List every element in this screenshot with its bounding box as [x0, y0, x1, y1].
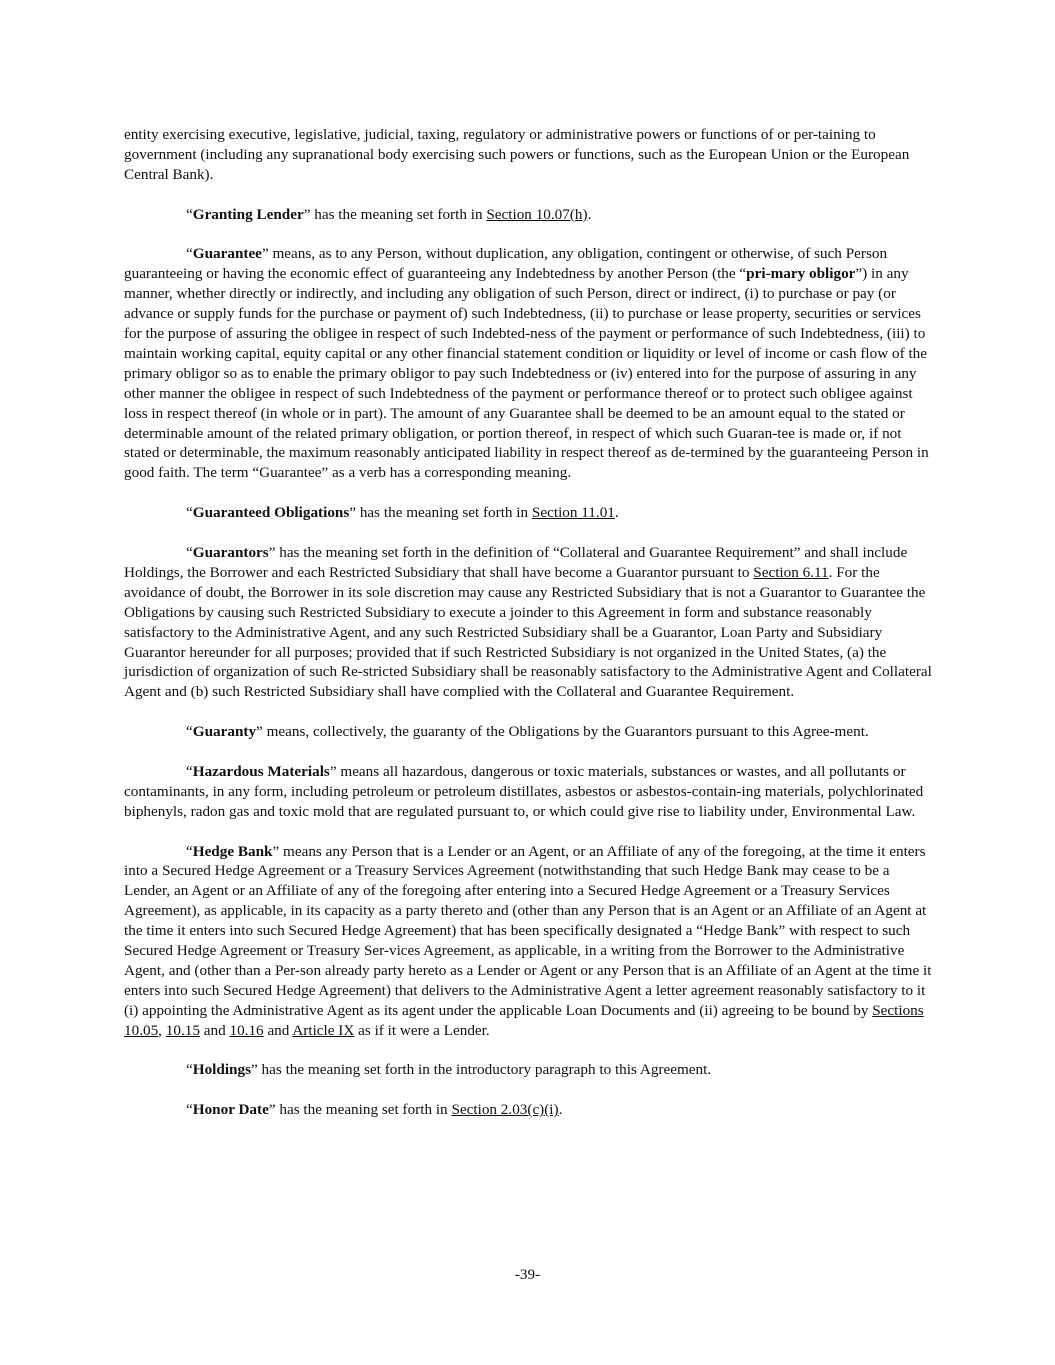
definition-text: ” means, as to any Person, without duplication, any obligation, contingent or otherwise, of such Person guaranteeing or having the economic effect of guaranteeing any Indebtedness by another Person (the “ — [124, 245, 888, 283]
definition-honor-date — [124, 1100, 932, 1120]
definition-text: . For the avoidance of doubt, the Borrower in its sole discretion may cause any Restricted Subsidiary that is not a Guarantor to Guarantee the Obligations by causing such Restricted Subsidiary to execute a joinder to this Agreement in form and substance reasonably satisfactory to the Administrative Agent, and any such Restricted Subsidiary shall be a Guarantor, Loan Party and Subsidiary Guarantor hereunder for all purposes; provided that if such Restricted Subsidiary is not organized in the United States, (a) the jurisdiction of organization of such Re-stricted Subsidiary shall be reasonably satisfactory to the Administrative Agent and Collateral Agent and (b) such Restricted Subsidiary shall have complied with the Collateral and Guarantee Requirement. — [124, 563, 932, 701]
separator: and — [199, 1021, 230, 1039]
definition-holdings — [124, 1060, 932, 1080]
definition-text: ” means any Person that is a Lender or an Agent, or an Affiliate of any of the foregoing, at the time it enters into a Secured Hedge Agreement or a Treasury Services Agreement (notwithstanding that such Hedge Bank may cease to be a Lender, an Agent or an Affiliate of any of the foregoing after entering into a Secured Hedge Agreement or a Treasury Services Agreement), as applicable, in its capacity as a party thereto and (other than any Person that is an Agent or an Affiliate of an Agent at the time it enters into such Secured Hedge Agreement) that has been specifically designated a “Hedge Bank” with respect to such Secured Hedge Agreement or Treasury Ser-vices Agreement, as applicable, in a writing from the Borrower to the Administrative Agent, and (other than a Per-son already party hereto as a Lender or Agent or any Person that is an Affiliate of an Agent at the time it enters into such Secured Hedge Agreement) that delivers to the Administrative Agent a letter agreement reasonably satisfactory to it (i) appointing the Administrative Agent as its agent under the applicable Loan Documents and (ii) agreeing to be bound by — [124, 842, 932, 1019]
definition-text: ” means, collectively, the guaranty of the Obligations by the Guarantors pursuant to this Agree-ment. — [256, 723, 869, 741]
definition-text: ” has the meaning set forth in the introductory paragraph to this Agreement. — [251, 1061, 712, 1079]
definition-text: ” means all hazardous, dangerous or toxic materials, substances or wastes, and all pollutants or contaminants, in any form, including petroleum or petroleum distillates, asbestos or asbestos-contain-ing materials, polychlorinated biphenyls, radon gas and toxic mold that are regulated pursuant to, or which could give rise to liability under, Environmental Law. — [124, 762, 924, 820]
defined-term: Honor Date — [192, 1101, 269, 1119]
definition-text: ” has the meaning set forth in — [303, 205, 487, 223]
definition-end: . — [614, 504, 619, 522]
definition-hedge-bank — [124, 842, 932, 1041]
separator: , — [158, 1021, 166, 1039]
defined-term: Guarantee — [192, 245, 262, 263]
definition-granting-lender — [124, 205, 932, 225]
definition-hazardous-materials — [124, 762, 932, 822]
open-quote: “ — [186, 723, 193, 741]
intro-paragraph: entity exercising executive, legislative, judicial, taxing, regulatory or administrative powers or functions of or per-taining to government (including any supranational body exercising such powers or functions, such as the European Union or the European Central Bank). — [124, 126, 910, 183]
open-quote: “ — [186, 1061, 193, 1079]
defined-term: Guarantors — [192, 543, 269, 561]
open-quote: “ — [186, 504, 193, 522]
page-number: -39- — [514, 1266, 541, 1283]
definition-end: . — [587, 205, 592, 223]
open-quote: “ — [186, 205, 193, 223]
definition-guarantors — [124, 543, 932, 702]
separator: and — [263, 1021, 293, 1039]
definition-end: . — [558, 1101, 563, 1119]
document-body — [124, 125, 932, 1140]
section-reference-link[interactable]: Sections 10.05 — [124, 1001, 924, 1039]
defined-term: Holdings — [192, 1061, 251, 1079]
section-reference-link[interactable]: Section 6.11 — [753, 563, 829, 581]
open-quote: “ — [186, 543, 193, 561]
definition-text: ” has the meaning set forth in — [349, 504, 532, 522]
open-quote: “ — [186, 842, 193, 860]
section-reference-link[interactable]: 10.16 — [229, 1021, 264, 1039]
defined-term: Granting Lender — [192, 205, 304, 223]
section-reference-link[interactable]: 10.15 — [165, 1021, 200, 1039]
open-quote: “ — [186, 762, 193, 780]
definition-guarantee — [124, 244, 932, 483]
defined-term-primary-obligor: pri-mary obligor — [746, 265, 856, 283]
definition-guaranty — [124, 722, 932, 742]
defined-term: Hazardous Materials — [192, 762, 330, 780]
definition-guaranteed-obligations — [124, 503, 932, 523]
section-reference-link[interactable]: Section 2.03(c)(i) — [451, 1101, 559, 1119]
defined-term: Hedge Bank — [192, 842, 273, 860]
definition-text: ” has the meaning set forth in the definition of “Collateral and Guarantee Requirement” and shall include Holdings, the Borrower and each Restricted Subsidiary that shall have become a Guarantor pursuant to — [124, 543, 908, 581]
defined-term: Guaranteed Obligations — [192, 504, 350, 522]
definition-text: ” has the meaning set forth in — [268, 1101, 452, 1119]
defined-term: Guaranty — [192, 723, 257, 741]
article-reference-link[interactable]: Article IX — [292, 1021, 355, 1039]
open-quote: “ — [186, 1101, 193, 1119]
definition-text: ”) in any manner, whether directly or indirectly, and including any obligation of such Person, direct or indirect, (i) to purchase or pay (or advance or supply funds for the purchase or payment of) such Indebtedness, (ii) to purchase or lease property, securities or services for the purpose of assuring the obligee in respect of such Indebted-ness of the payment or performance of such Indebtedness, (iii) to maintain working capital, equity capital or any other financial statement condition or liquidity or level of income or cash flow of the primary obligor so as to enable the primary obligor to pay such Indebtedness or (iv) entered into for the purpose of assuring in any other manner the obligee in respect of such Indebtedness of the payment or performance thereof or to protect such obligee against loss in respect thereof (in whole or in part). The amount of any Guarantee shall be deemed to be an amount equal to the stated or determinable amount of the related primary obligation, or portion thereof, in respect of which such Guaran-tee is made or, if not stated or determinable, the maximum reasonably anticipated liability in respect thereof as de-termined by the guaranteeing Person in good faith. The term “Guarantee” as a verb has a corresponding meaning. — [124, 265, 929, 482]
section-reference-link[interactable]: Section 10.07(h) — [486, 205, 588, 223]
section-reference-link[interactable]: Section 11.01 — [531, 504, 615, 522]
open-quote: “ — [186, 245, 193, 263]
definition-text: as if it were a Lender. — [354, 1021, 490, 1039]
